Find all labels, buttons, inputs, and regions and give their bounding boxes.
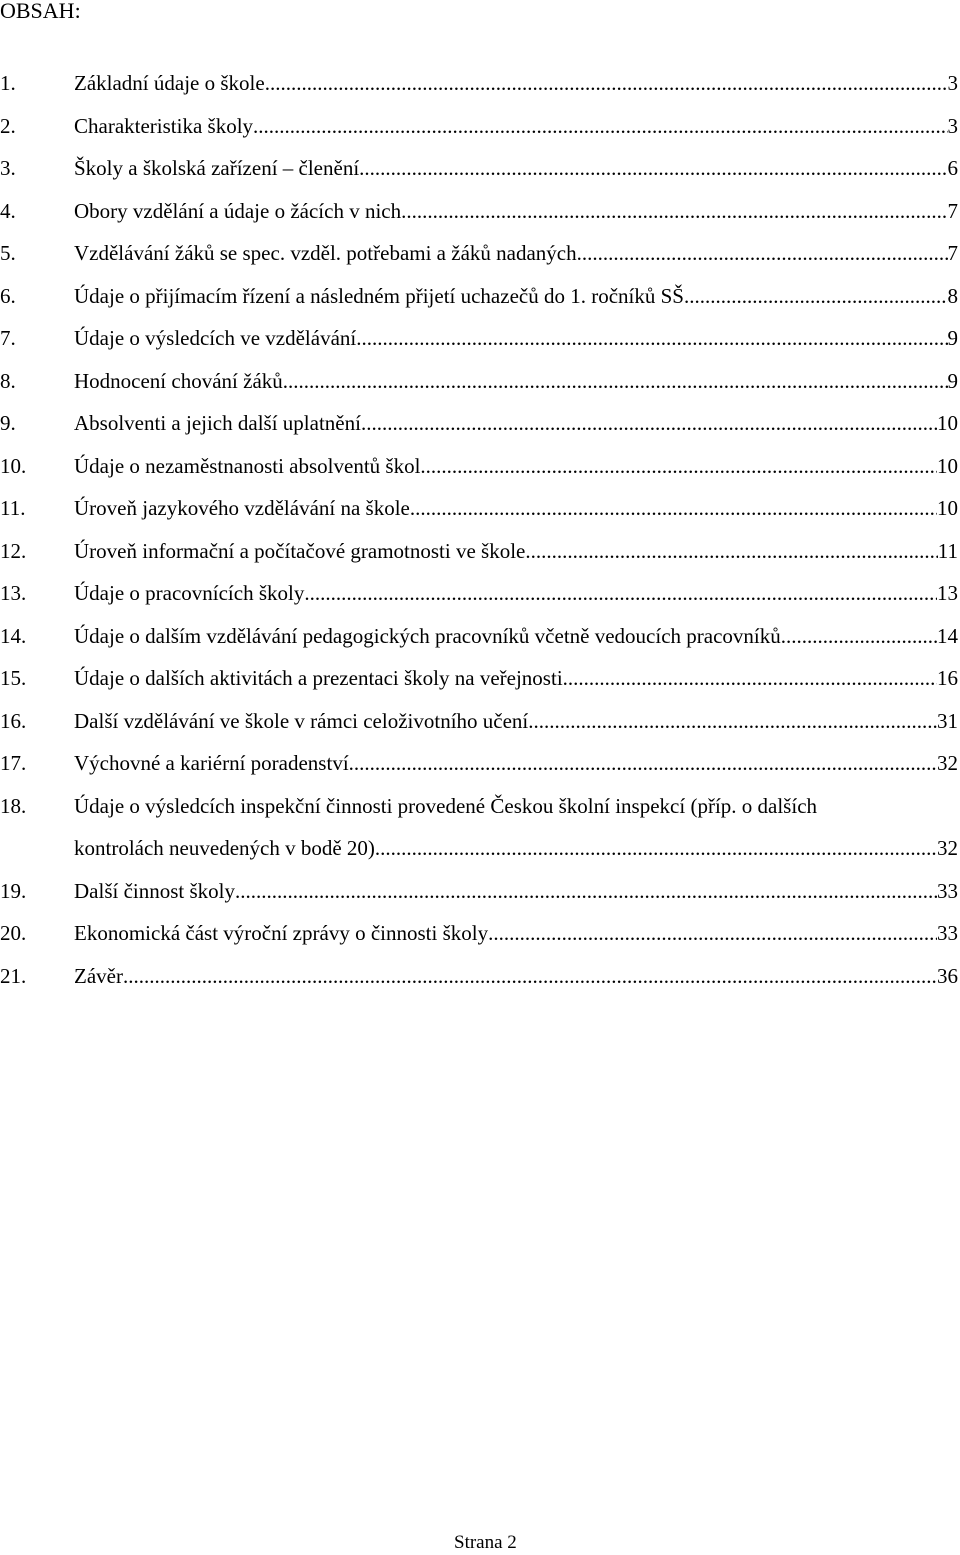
dot-leader [410, 487, 937, 530]
toc-entry-title: Úroveň informační a počítačové gramotnosti ve škole [74, 538, 526, 563]
toc-entry-page: 32 [937, 836, 958, 860]
toc-entry-3[interactable] [0, 147, 958, 190]
toc-entry-title: Výchovné a kariérní poradenství [74, 751, 349, 775]
toc-entry-number: 16. [0, 708, 27, 733]
toc-entry-page: 6 [947, 156, 958, 180]
toc-entry-title: Údaje o přijímacím řízení a následném přijetí uchazečů do 1. ročníků SŠ [74, 283, 684, 308]
dot-leader [283, 360, 948, 403]
toc-entry-number: 4. [0, 198, 16, 223]
dot-leader [684, 275, 948, 318]
toc-entry-title: Úroveň jazykového vzdělávání na škole [74, 496, 410, 520]
toc-entry-title: Školy a školská zařízení – členění [74, 156, 360, 180]
toc-entry-title: Vzdělávání žáků se spec. vzděl. potřebami a žáků nadaných [74, 241, 577, 265]
dot-leader [525, 530, 937, 573]
toc-entry-title-line1: Údaje o výsledcích inspekční činnosti provedené Českou školní inspekcí (příp. o dalších [74, 793, 818, 818]
dot-leader [375, 827, 937, 870]
toc-entry-number: 9. [0, 411, 16, 435]
toc-entry-9[interactable] [0, 402, 958, 445]
dot-leader [235, 870, 937, 913]
toc-entry-title: Závěr [74, 963, 123, 988]
toc-entry-14[interactable] [0, 615, 958, 658]
toc-entry-title: Základní údaje o škole [74, 71, 265, 95]
toc-entry-title-line2: kontrolách neuvedených v bodě 20) [74, 836, 375, 860]
toc-entry-16[interactable] [0, 700, 958, 743]
toc-entry-18[interactable] [0, 785, 958, 870]
toc-entry-title: Obory vzdělání a údaje o žácích v nich [74, 198, 402, 223]
toc-entry-page: 36 [937, 963, 958, 988]
toc-entry-17[interactable] [0, 742, 958, 785]
toc-entry-12[interactable] [0, 530, 958, 573]
dot-leader [488, 912, 937, 955]
toc-entry-number: 21. [0, 963, 27, 988]
toc-entry-number: 8. [0, 368, 16, 393]
toc-entry-15[interactable] [0, 657, 958, 700]
toc-entry-10[interactable] [0, 445, 958, 488]
toc-entry-1[interactable] [0, 62, 958, 105]
dot-leader [349, 742, 937, 785]
toc-entry-number: 13. [0, 581, 27, 605]
toc-entry-title: Další činnost školy [74, 878, 235, 903]
toc-entry-11[interactable] [0, 487, 958, 530]
toc-entry-page: 7 [947, 198, 958, 223]
dot-leader [304, 572, 937, 615]
toc-entry-title: Další vzdělávání ve škole v rámci celoživotního učení [74, 708, 529, 733]
toc-entry-page: 31 [937, 708, 958, 733]
toc-entry-21[interactable] [0, 955, 958, 998]
toc-entry-number: 10. [0, 453, 27, 478]
dot-leader [123, 955, 937, 998]
toc-entry-number: 19. [0, 878, 27, 903]
toc-entry-number: 12. [0, 538, 27, 563]
toc-entry-page: 11 [937, 538, 958, 563]
toc-entry-19[interactable] [0, 870, 958, 913]
toc-entry-8[interactable] [0, 360, 958, 403]
toc-entry-number: 18. [0, 793, 27, 818]
toc-entry-title: Údaje o výsledcích ve vzdělávání [74, 326, 357, 350]
toc-entry-page: 8 [947, 283, 958, 308]
toc-entry-page: 10 [937, 411, 958, 435]
toc-entry-13[interactable] [0, 572, 958, 615]
toc-entry-page: 3 [947, 71, 958, 95]
toc-entry-title: Absolventi a jejich další uplatnění [74, 411, 361, 435]
toc-entry-page: 33 [937, 921, 958, 945]
dot-leader [420, 445, 937, 488]
toc-entry-number: 14. [0, 623, 27, 648]
toc-entry-20[interactable] [0, 912, 958, 955]
toc-entry-2[interactable] [0, 105, 958, 148]
toc-entry-number: 5. [0, 241, 16, 265]
dot-leader [401, 190, 947, 233]
toc-entry-title: Charakteristika školy [74, 113, 254, 138]
toc-entry-number: 15. [0, 666, 27, 690]
table-of-contents [0, 62, 958, 997]
toc-entry-title: Údaje o pracovnících školy [74, 581, 305, 605]
dot-leader [781, 615, 937, 658]
toc-entry-number: 20. [0, 921, 27, 945]
dot-leader [265, 62, 948, 105]
toc-entry-number: 3. [0, 156, 16, 180]
toc-entry-page: 13 [937, 581, 958, 605]
toc-entry-4[interactable] [0, 190, 958, 233]
page-number-footer: Strana 2 [454, 1532, 517, 1553]
toc-entry-page: 9 [947, 368, 958, 393]
toc-entry-number: 17. [0, 751, 27, 775]
toc-entry-7[interactable] [0, 317, 958, 360]
toc-entry-6[interactable] [0, 275, 958, 318]
toc-entry-page: 10 [937, 496, 958, 520]
toc-entry-5[interactable] [0, 232, 958, 275]
toc-entry-number: 11. [0, 496, 26, 520]
toc-entry-page: 10 [937, 453, 958, 478]
toc-entry-title: Ekonomická část výroční zprávy o činnosti školy [74, 921, 489, 945]
toc-entry-page: 32 [937, 751, 958, 775]
toc-entry-page: 7 [947, 241, 958, 265]
toc-entry-page: 9 [947, 326, 958, 350]
toc-entry-number: 7. [0, 326, 16, 350]
toc-entry-page: 3 [947, 113, 958, 138]
toc-entry-number: 6. [0, 283, 16, 308]
toc-entry-page: 16 [937, 666, 958, 690]
toc-entry-title: Údaje o nezaměstnanosti absolventů škol [74, 453, 421, 478]
toc-entry-title: Údaje o dalších aktivitách a prezentaci školy na veřejnosti [74, 666, 563, 690]
dot-leader [528, 700, 937, 743]
toc-entry-page: 14 [937, 623, 958, 648]
toc-entry-title: Údaje o dalším vzdělávání pedagogických pracovníků včetně vedoucích pracovníků [74, 623, 781, 648]
toc-heading: OBSAH: [0, 0, 81, 23]
dot-leader [361, 402, 937, 445]
dot-leader [253, 105, 947, 148]
dot-leader [577, 232, 948, 275]
toc-entry-page: 33 [937, 878, 958, 903]
toc-entry-title: Hodnocení chování žáků [74, 368, 283, 393]
dot-leader [356, 317, 947, 360]
toc-entry-number: 2. [0, 113, 16, 138]
dot-leader [359, 147, 947, 190]
toc-entry-number: 1. [0, 71, 16, 95]
dot-leader [563, 657, 937, 700]
